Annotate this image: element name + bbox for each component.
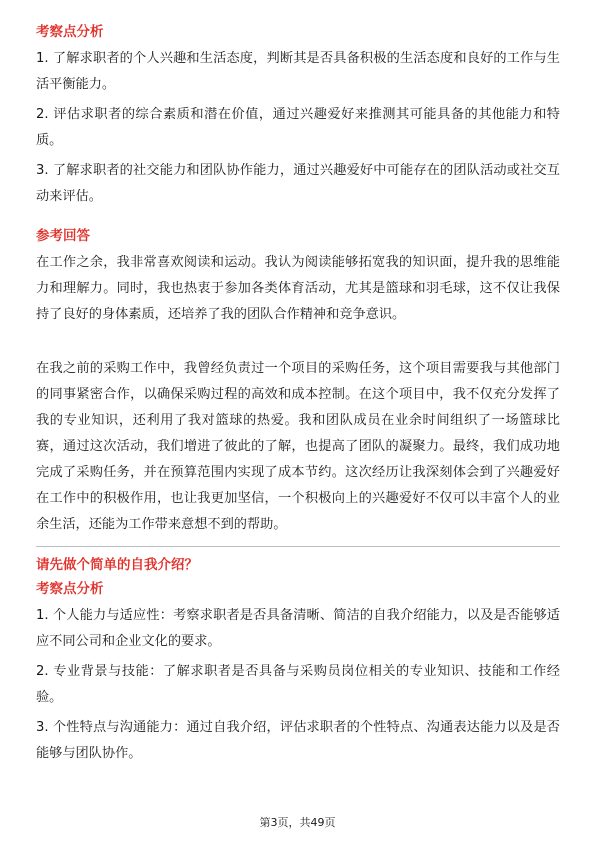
page-number-footer: 第3页，共49页: [259, 816, 336, 829]
section-heading-analysis-1: 考察点分析: [36, 24, 104, 40]
analysis2-item-2: 2. 专业背景与技能：了解求职者是否具备与采购员岗位相关的专业知识、技能和工作经验。: [36, 664, 560, 705]
analysis-item-1: 1. 了解求职者的个人兴趣和生活态度，判断其是否具备积极的生活态度和良好的工作与生活平衡能力。: [36, 51, 560, 92]
page-content: [36, 22, 560, 767]
section-heading-answer: 参考回答: [36, 228, 90, 244]
analysis2-item-1: 1. 个人能力与适应性：考察求职者是否具备清晰、简洁的自我介绍能力，以及是否能够适应不同公司和企业文化的要求。: [36, 608, 560, 649]
question-heading: 请先做个简单的自我介绍？: [36, 557, 198, 573]
answer-paragraph-2: 在我之前的采购工作中，我曾经负责过一个项目的采购任务，这个项目需要我与其他部门的同事紧密合作，以确保采购过程的高效和成本控制。在这个项目中，我不仅充分发挥了我的专业知识，还利用了我对篮球的热爱。我和团队成员在业余时间组织了一场篮球比赛，通过这次活动，我们增进了彼此的了解，也提高了团队的凝聚力。最终，我们成功地完成了采购任务，并在预算范围内实现了成本节约。这次经历让我深刻体会到了兴趣爱好在工作中的积极作用，也让我更加坚信，一个积极向上的兴趣爱好不仅可以丰富个人的业余生活，还能为工作带来意想不到的帮助。: [36, 361, 560, 532]
analysis2-item-3: 3. 个性特点与沟通能力：通过自我介绍，评估求职者的个性特点、沟通表达能力以及是否能够与团队协作。: [36, 720, 560, 761]
section-divider: [36, 546, 560, 547]
analysis-item-2: 2. 评估求职者的综合素质和潜在价值，通过兴趣爱好来推测其可能具备的其他能力和特质。: [36, 107, 560, 148]
section-heading-analysis-2: 考察点分析: [36, 581, 104, 597]
analysis-item-3: 3. 了解求职者的社交能力和团队协作能力，通过兴趣爱好中可能存在的团队活动或社交互动来评估。: [36, 163, 560, 204]
answer-paragraph-1: 在工作之余，我非常喜欢阅读和运动。我认为阅读能够拓宽我的知识面，提升我的思维能力和理解力。同时，我也热衷于参加各类体育活动，尤其是篮球和羽毛球，这不仅让我保持了良好的身体素质，还培养了我的团队合作精神和竞争意识。: [36, 255, 560, 322]
